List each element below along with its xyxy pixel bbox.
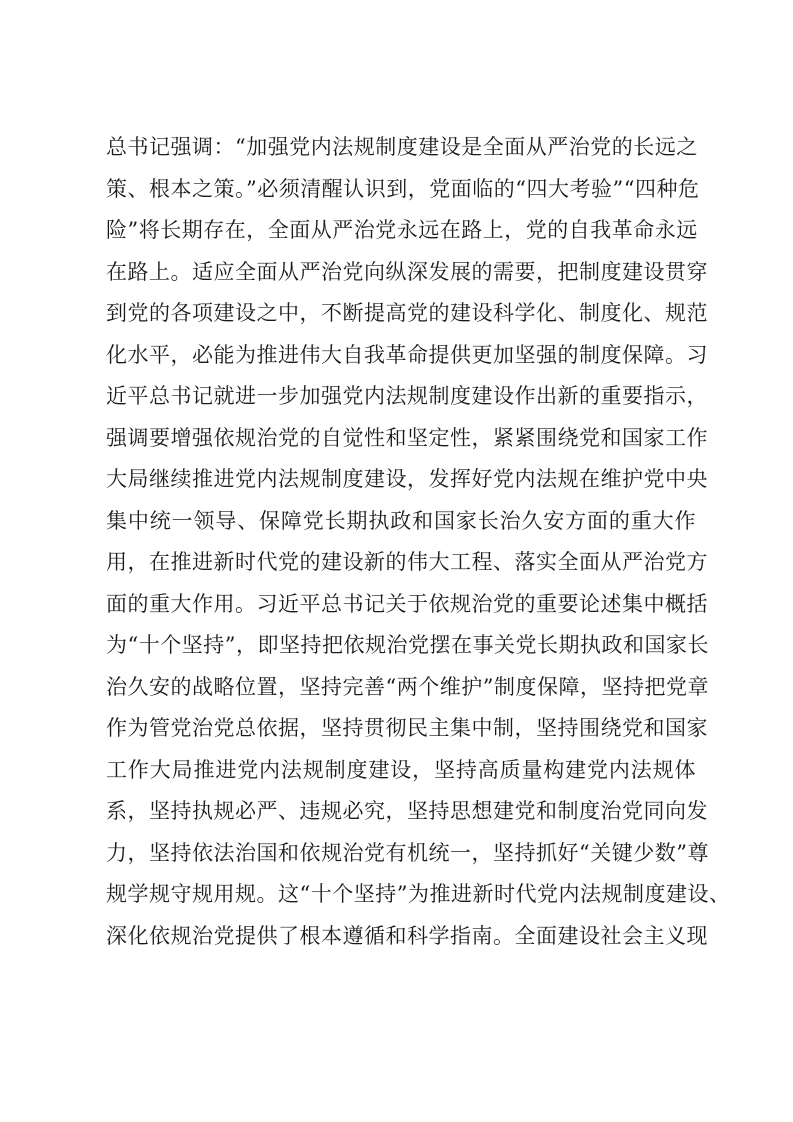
paragraph-line: 治久安的战略位置，坚持完善“两个维护”制度保障，坚持把党章: [106, 674, 709, 699]
paragraph-line: 在路上。适应全面从严治党向纵深发展的需要，把制度建设贯穿: [106, 259, 708, 284]
paragraph-line: 集中统一领导、保障党长期执政和国家长治久安方面的重大作: [106, 508, 696, 533]
paragraph-line: 作为管党治党总依据，坚持贯彻民主集中制，坚持围绕党和国家: [106, 716, 708, 740]
paragraph-line: 险”将长期存在，全面从严治党永远在路上，党的自我革命永远: [106, 218, 698, 242]
paragraph-line: 化水平，必能为推进伟大自我革命提供更加坚强的制度保障。习: [106, 342, 708, 367]
paragraph-line: 规学规守规用规。这“十个坚持”为推进新时代党内法规制度建设、: [106, 882, 731, 906]
paragraph-line: 近平总书记就进一步加强党内法规制度建设作出新的重要指示，: [106, 384, 708, 408]
paragraph-line: 为“十个坚持”，即坚持把依规治党摆在事关党长期执政和国家长: [106, 633, 709, 657]
paragraph-line: 强调要增强依规治党的自觉性和坚定性，紧紧围绕党和国家工作: [106, 425, 708, 450]
paragraph-line: 力，坚持依法治国和依规治党有机统一，坚持抓好“关键少数”尊: [106, 840, 709, 865]
body-paragraph: [106, 127, 731, 957]
paragraph-line: 总书记强调：“加强党内法规制度建设是全面从严治党的长远之: [106, 135, 698, 159]
paragraph-line: 到党的各项建设之中，不断提高党的建设科学化、制度化、规范: [106, 301, 708, 325]
paragraph-line: 策、根本之策。”必须清醒认识到，党面临的“四大考验”“四种危: [106, 176, 700, 201]
paragraph-line: 深化依规治党提供了根本遵循和科学指南。全面建设社会主义现: [106, 923, 708, 948]
paragraph-line: 系，坚持执规必严、违规必究，坚持思想建党和制度治党同向发: [106, 799, 708, 823]
paragraph-line: 面的重大作用。习近平总书记关于依规治党的重要论述集中概括: [106, 591, 708, 616]
paragraph-line: 大局继续推进党内法规制度建设，发挥好党内法规在维护党中央: [106, 467, 708, 491]
paragraph-line: 用，在推进新时代党的建设新的伟大工程、落实全面从严治党方: [106, 550, 708, 574]
paragraph-line: 工作大局推进党内法规制度建设，坚持高质量构建党内法规体: [106, 757, 696, 782]
